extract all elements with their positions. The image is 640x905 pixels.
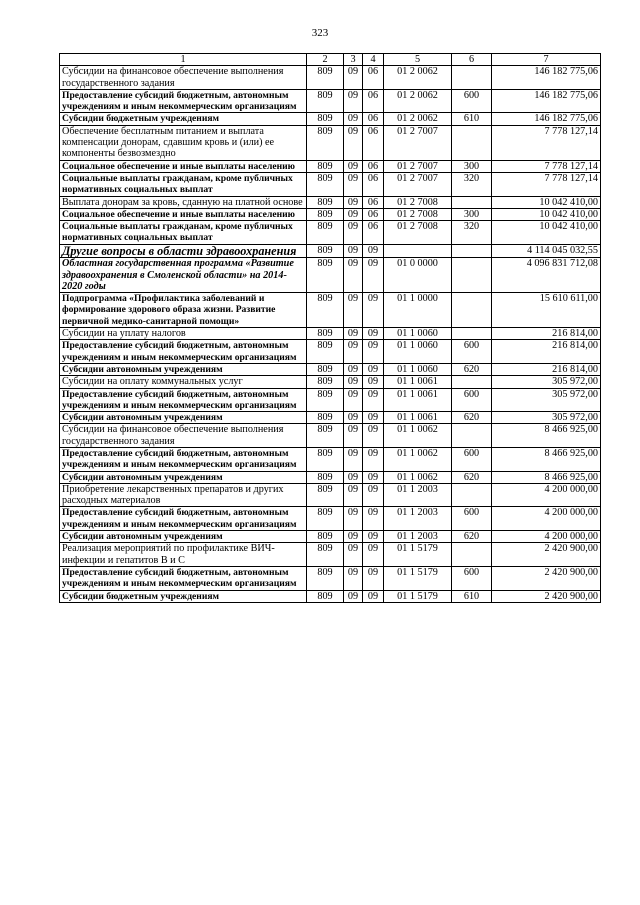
subsection-code-cell: 06 [363, 89, 384, 113]
section-code-cell: 09 [344, 507, 363, 531]
ministry-code-cell: 809 [307, 531, 344, 543]
row-name-cell: Обеспечение бесплатным питанием и выплата компенсации донорам, сдавшим кровь и (или) ее компоненты безвозмездно [60, 125, 307, 160]
target-article-cell: 01 1 5179 [384, 566, 452, 590]
amount-cell: 216 814,00 [492, 363, 601, 375]
ministry-code-cell: 809 [307, 424, 344, 448]
expense-type-cell [452, 483, 492, 507]
ministry-code-cell: 809 [307, 125, 344, 160]
target-article-cell: 01 2 7007 [384, 125, 452, 160]
subsection-code-cell: 06 [363, 172, 384, 196]
section-code-cell: 09 [344, 531, 363, 543]
row-name-cell: Субсидии бюджетным учреждениям [60, 590, 307, 602]
target-article-cell: 01 2 7008 [384, 196, 452, 208]
expense-type-cell [452, 376, 492, 388]
amount-cell: 216 814,00 [492, 328, 601, 340]
subsection-code-cell: 06 [363, 160, 384, 172]
row-name-cell: Подпрограмма «Профилактика заболеваний и формирование здорового образа жизни. Развитие первичной медико-санитарной помощи» [60, 293, 307, 328]
ministry-code-cell: 809 [307, 221, 344, 245]
expense-type-cell: 620 [452, 531, 492, 543]
table-row [60, 66, 601, 90]
row-name-cell: Предоставление субсидий бюджетным, автономным учреждениям и иным некоммерческим организациям [60, 340, 307, 364]
section-code-cell: 09 [344, 172, 363, 196]
expense-type-cell: 610 [452, 590, 492, 602]
target-article-cell: 01 2 0062 [384, 89, 452, 113]
row-name-cell: Предоставление субсидий бюджетным, автономным учреждениям и иным некоммерческим организациям [60, 566, 307, 590]
table-row [60, 89, 601, 113]
table-row [60, 424, 601, 448]
subsection-code-cell: 09 [363, 471, 384, 483]
table-row [60, 543, 601, 567]
expense-type-cell: 320 [452, 221, 492, 245]
row-name-cell: Предоставление субсидий бюджетным, автономным учреждениям и иным некоммерческим организациям [60, 388, 307, 412]
expense-type-cell: 320 [452, 172, 492, 196]
table-row [60, 340, 601, 364]
section-code-cell: 09 [344, 566, 363, 590]
ministry-code-cell: 809 [307, 483, 344, 507]
subsection-code-cell: 09 [363, 590, 384, 602]
amount-cell: 7 778 127,14 [492, 125, 601, 160]
subsection-code-cell: 09 [363, 507, 384, 531]
amount-cell: 146 182 775,06 [492, 113, 601, 125]
table-row [60, 471, 601, 483]
subsection-code-cell: 06 [363, 208, 384, 220]
expense-type-cell [452, 66, 492, 90]
subsection-code-cell: 09 [363, 244, 384, 258]
target-article-cell: 01 2 0062 [384, 66, 452, 90]
amount-cell: 305 972,00 [492, 376, 601, 388]
ministry-code-cell: 809 [307, 507, 344, 531]
row-name-cell: Субсидии автономным учреждениям [60, 471, 307, 483]
subsection-code-cell: 06 [363, 125, 384, 160]
expense-type-cell [452, 293, 492, 328]
section-code-cell: 09 [344, 125, 363, 160]
expense-type-cell [452, 258, 492, 293]
row-name-cell: Субсидии бюджетным учреждениям [60, 113, 307, 125]
target-article-cell: 01 1 0062 [384, 471, 452, 483]
column-header: 2 [307, 54, 344, 66]
target-article-cell: 01 1 0061 [384, 388, 452, 412]
amount-cell: 4 114 045 032,55 [492, 244, 601, 258]
target-article-cell: 01 1 5179 [384, 543, 452, 567]
ministry-code-cell: 809 [307, 244, 344, 258]
expense-type-cell [452, 424, 492, 448]
row-name-cell: Социальные выплаты гражданам, кроме публичных нормативных социальных выплат [60, 221, 307, 245]
table-row [60, 125, 601, 160]
subsection-code-cell: 09 [363, 424, 384, 448]
amount-cell: 146 182 775,06 [492, 89, 601, 113]
ministry-code-cell: 809 [307, 566, 344, 590]
subsection-code-cell: 06 [363, 196, 384, 208]
ministry-code-cell: 809 [307, 328, 344, 340]
expense-type-cell: 610 [452, 113, 492, 125]
subsection-code-cell: 09 [363, 340, 384, 364]
expense-type-cell: 620 [452, 412, 492, 424]
expense-type-cell: 600 [452, 388, 492, 412]
column-header: 7 [492, 54, 601, 66]
table-row [60, 258, 601, 293]
table-row [60, 566, 601, 590]
table-row [60, 483, 601, 507]
ministry-code-cell: 809 [307, 113, 344, 125]
subsection-code-cell: 09 [363, 293, 384, 328]
amount-cell: 15 610 611,00 [492, 293, 601, 328]
row-name-cell: Предоставление субсидий бюджетным, автономным учреждениям и иным некоммерческим организациям [60, 507, 307, 531]
row-name-cell: Социальное обеспечение и иные выплаты населению [60, 160, 307, 172]
column-header: 3 [344, 54, 363, 66]
table-row [60, 507, 601, 531]
row-name-cell: Субсидии на уплату налогов [60, 328, 307, 340]
amount-cell: 7 778 127,14 [492, 172, 601, 196]
section-code-cell: 09 [344, 328, 363, 340]
section-code-cell: 09 [344, 412, 363, 424]
column-header: 6 [452, 54, 492, 66]
expense-type-cell: 600 [452, 340, 492, 364]
target-article-cell: 01 1 2003 [384, 507, 452, 531]
expense-type-cell [452, 196, 492, 208]
ministry-code-cell: 809 [307, 388, 344, 412]
target-article-cell: 01 1 2003 [384, 531, 452, 543]
amount-cell: 8 466 925,00 [492, 471, 601, 483]
target-article-cell: 01 1 0062 [384, 424, 452, 448]
ministry-code-cell: 809 [307, 448, 344, 472]
target-article-cell: 01 2 7007 [384, 172, 452, 196]
ministry-code-cell: 809 [307, 66, 344, 90]
target-article-cell: 01 1 0060 [384, 340, 452, 364]
ministry-code-cell: 809 [307, 471, 344, 483]
expense-type-cell: 600 [452, 566, 492, 590]
section-code-cell: 09 [344, 471, 363, 483]
subsection-code-cell: 09 [363, 363, 384, 375]
table-row [60, 448, 601, 472]
amount-cell: 4 200 000,00 [492, 531, 601, 543]
table-body [60, 66, 601, 603]
row-name-cell: Областная государственная программа «Развитие здравоохранения в Смоленской области» на 2014-2020 годы [60, 258, 307, 293]
ministry-code-cell: 809 [307, 160, 344, 172]
section-code-cell: 09 [344, 483, 363, 507]
section-code-cell: 09 [344, 66, 363, 90]
subsection-code-cell: 06 [363, 221, 384, 245]
target-article-cell: 01 1 0060 [384, 328, 452, 340]
amount-cell: 216 814,00 [492, 340, 601, 364]
subsection-code-cell: 09 [363, 328, 384, 340]
column-header: 5 [384, 54, 452, 66]
target-article-cell: 01 1 0062 [384, 448, 452, 472]
expense-type-cell: 300 [452, 160, 492, 172]
section-code-cell: 09 [344, 244, 363, 258]
column-header: 4 [363, 54, 384, 66]
section-code-cell: 09 [344, 293, 363, 328]
amount-cell: 7 778 127,14 [492, 160, 601, 172]
table-row [60, 363, 601, 375]
expense-type-cell: 620 [452, 363, 492, 375]
column-header: 1 [60, 54, 307, 66]
subsection-code-cell: 06 [363, 66, 384, 90]
ministry-code-cell: 809 [307, 293, 344, 328]
table-row [60, 172, 601, 196]
page-number: 323 [311, 27, 329, 39]
table-row [60, 328, 601, 340]
row-name-cell: Предоставление субсидий бюджетным, автономным учреждениям и иным некоммерческим организациям [60, 448, 307, 472]
row-name-cell: Другие вопросы в области здравоохранения [60, 244, 307, 258]
target-article-cell: 01 1 0061 [384, 412, 452, 424]
target-article-cell: 01 2 7008 [384, 221, 452, 245]
row-name-cell: Предоставление субсидий бюджетным, автономным учреждениям и иным некоммерческим организациям [60, 89, 307, 113]
table-row [60, 388, 601, 412]
row-name-cell: Субсидии автономным учреждениям [60, 412, 307, 424]
section-code-cell: 09 [344, 113, 363, 125]
table-row [60, 208, 601, 220]
amount-cell: 305 972,00 [492, 388, 601, 412]
header-row [60, 54, 601, 66]
row-name-cell: Субсидии автономным учреждениям [60, 363, 307, 375]
subsection-code-cell: 09 [363, 543, 384, 567]
target-article-cell: 01 1 2003 [384, 483, 452, 507]
expense-type-cell: 600 [452, 507, 492, 531]
section-code-cell: 09 [344, 448, 363, 472]
ministry-code-cell: 809 [307, 376, 344, 388]
budget-table [59, 53, 601, 603]
table-row [60, 160, 601, 172]
ministry-code-cell: 809 [307, 208, 344, 220]
subsection-code-cell: 09 [363, 412, 384, 424]
ministry-code-cell: 809 [307, 172, 344, 196]
amount-cell: 8 466 925,00 [492, 448, 601, 472]
amount-cell: 2 420 900,00 [492, 543, 601, 567]
expense-type-cell: 300 [452, 208, 492, 220]
amount-cell: 4 200 000,00 [492, 507, 601, 531]
amount-cell: 8 466 925,00 [492, 424, 601, 448]
row-name-cell: Приобретение лекарственных препаратов и других расходных материалов [60, 483, 307, 507]
expense-type-cell: 600 [452, 448, 492, 472]
ministry-code-cell: 809 [307, 258, 344, 293]
section-code-cell: 09 [344, 89, 363, 113]
expense-type-cell [452, 328, 492, 340]
row-name-cell: Субсидии на оплату коммунальных услуг [60, 376, 307, 388]
table-row [60, 244, 601, 258]
subsection-code-cell: 09 [363, 376, 384, 388]
row-name-cell: Социальные выплаты гражданам, кроме публичных нормативных социальных выплат [60, 172, 307, 196]
table-row [60, 113, 601, 125]
row-name-cell: Реализация мероприятий по профилактике ВИЧ-инфекции и гепатитов В и С [60, 543, 307, 567]
target-article-cell: 01 2 7008 [384, 208, 452, 220]
ministry-code-cell: 809 [307, 412, 344, 424]
section-code-cell: 09 [344, 340, 363, 364]
target-article-cell: 01 1 0060 [384, 363, 452, 375]
section-code-cell: 09 [344, 543, 363, 567]
table-row [60, 412, 601, 424]
expense-type-cell [452, 125, 492, 160]
section-code-cell: 09 [344, 363, 363, 375]
table-row [60, 196, 601, 208]
target-article-cell: 01 1 0000 [384, 293, 452, 328]
amount-cell: 10 042 410,00 [492, 196, 601, 208]
amount-cell: 146 182 775,06 [492, 66, 601, 90]
row-name-cell: Субсидии на финансовое обеспечение выполнения государственного задания [60, 424, 307, 448]
amount-cell: 2 420 900,00 [492, 566, 601, 590]
ministry-code-cell: 809 [307, 543, 344, 567]
table-row [60, 376, 601, 388]
section-code-cell: 09 [344, 424, 363, 448]
subsection-code-cell: 09 [363, 448, 384, 472]
amount-cell: 2 420 900,00 [492, 590, 601, 602]
section-code-cell: 09 [344, 258, 363, 293]
section-code-cell: 09 [344, 221, 363, 245]
ministry-code-cell: 809 [307, 196, 344, 208]
subsection-code-cell: 06 [363, 113, 384, 125]
amount-cell: 4 096 831 712,08 [492, 258, 601, 293]
row-name-cell: Социальное обеспечение и иные выплаты населению [60, 208, 307, 220]
expense-type-cell [452, 244, 492, 258]
expense-type-cell: 600 [452, 89, 492, 113]
target-article-cell: 01 2 7007 [384, 160, 452, 172]
subsection-code-cell: 09 [363, 531, 384, 543]
ministry-code-cell: 809 [307, 340, 344, 364]
table-row [60, 221, 601, 245]
amount-cell: 4 200 000,00 [492, 483, 601, 507]
subsection-code-cell: 09 [363, 388, 384, 412]
ministry-code-cell: 809 [307, 89, 344, 113]
table-row [60, 293, 601, 328]
subsection-code-cell: 09 [363, 258, 384, 293]
target-article-cell [384, 244, 452, 258]
target-article-cell: 01 1 0061 [384, 376, 452, 388]
section-code-cell: 09 [344, 376, 363, 388]
section-code-cell: 09 [344, 590, 363, 602]
row-name-cell: Субсидии на финансовое обеспечение выполнения государственного задания [60, 66, 307, 90]
section-code-cell: 09 [344, 208, 363, 220]
ministry-code-cell: 809 [307, 590, 344, 602]
section-code-cell: 09 [344, 160, 363, 172]
expense-type-cell [452, 543, 492, 567]
amount-cell: 305 972,00 [492, 412, 601, 424]
ministry-code-cell: 809 [307, 363, 344, 375]
table-row [60, 590, 601, 602]
row-name-cell: Выплата донорам за кровь, сданную на платной основе [60, 196, 307, 208]
section-code-cell: 09 [344, 196, 363, 208]
target-article-cell: 01 1 5179 [384, 590, 452, 602]
target-article-cell: 01 0 0000 [384, 258, 452, 293]
table-row [60, 531, 601, 543]
row-name-cell: Субсидии автономным учреждениям [60, 531, 307, 543]
amount-cell: 10 042 410,00 [492, 221, 601, 245]
amount-cell: 10 042 410,00 [492, 208, 601, 220]
expense-type-cell: 620 [452, 471, 492, 483]
target-article-cell: 01 2 0062 [384, 113, 452, 125]
subsection-code-cell: 09 [363, 566, 384, 590]
section-code-cell: 09 [344, 388, 363, 412]
subsection-code-cell: 09 [363, 483, 384, 507]
